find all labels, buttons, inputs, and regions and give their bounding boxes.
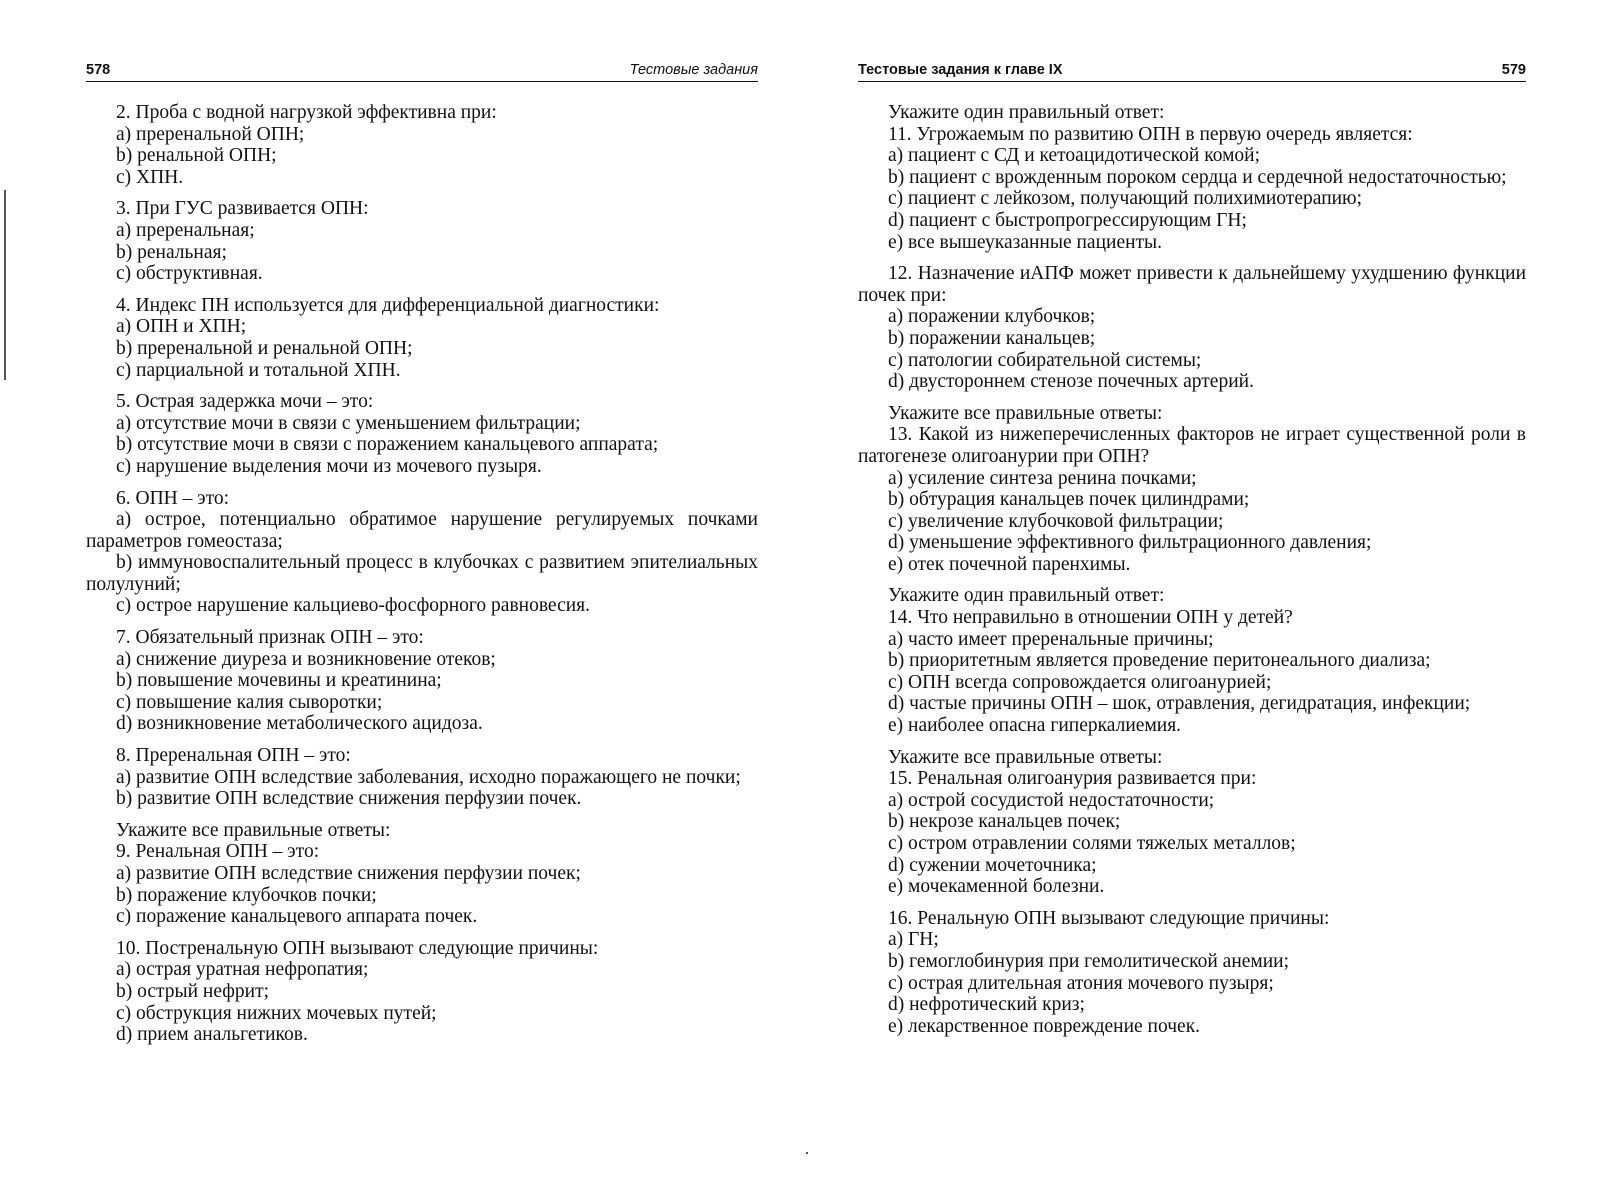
answer-option: e) все вышеуказанные пациенты. [888, 231, 1163, 253]
question-block [86, 938, 758, 1046]
answer-option: c) увеличение клубочковой фильтрации; [888, 510, 1224, 532]
question-text: 13. Какой из нижеперечисленных факторов не играет существенной роли в патогенезе олигоанурии при ОПН? [858, 424, 1526, 467]
question-text: 15. Ренальная олигоанурия развивается при: [888, 768, 1257, 790]
page-number: 579 [1501, 62, 1526, 78]
question-block [86, 102, 758, 188]
question-text: 7. Обязательный признак ОПН – это: [116, 627, 424, 649]
answer-option: d) пациент с быстропрогрессирующим ГН; [888, 209, 1247, 231]
answer-option: b) преренальной и ренальной ОПН; [116, 337, 413, 359]
answer-option: b) острый нефрит; [116, 980, 270, 1002]
question-block [86, 391, 758, 477]
answer-option: a) преренальной ОПН; [116, 123, 305, 145]
answer-option: d) двустороннем стенозе почечных артерий. [888, 371, 1254, 393]
answer-instruction: Укажите все правильные ответы: [888, 746, 1163, 768]
answer-option: d) сужении мочеточника; [888, 854, 1097, 876]
question-text: 5. Острая задержка мочи – это: [116, 391, 374, 413]
answer-option: a) ОПН и ХПН; [116, 316, 247, 338]
answer-option: d) прием анальгетиков. [116, 1024, 308, 1046]
answer-option: b) отсутствие мочи в связи с поражением канальцевого аппарата; [116, 434, 659, 456]
answer-option: a) ГН; [888, 929, 939, 951]
question-block [858, 585, 1526, 736]
question-text: 16. Ренальную ОПН вызывают следующие причины: [888, 907, 1330, 929]
answer-option: e) наиболее опасна гиперкалиемия. [888, 715, 1182, 737]
answer-option: c) остром отравлении солями тяжелых металлов; [888, 833, 1296, 854]
answer-option: c) повышение калия сыворотки; [116, 691, 383, 713]
running-head [858, 62, 1526, 82]
answer-instruction: Укажите один правильный ответ: [888, 102, 1165, 123]
answer-option: c) острая длительная атония мочевого пузыря; [888, 972, 1274, 994]
answer-option: b) поражении канальцев; [888, 327, 1096, 349]
running-title: Тестовые задания [629, 62, 758, 78]
answer-option: c) ОПН всегда сопровождается олигоанурией; [888, 671, 1272, 693]
question-block [86, 198, 758, 284]
question-text: 8. Преренальная ОПН – это: [116, 745, 351, 767]
answer-option: c) нарушение выделения мочи из мочевого пузыря. [116, 455, 542, 477]
running-title: Тестовые задания к главе IX [858, 62, 1063, 78]
answer-option: a) острое, потенциально обратимое нарушение регулируемых почками параметров гомеостаза; [86, 509, 758, 552]
answer-option: b) иммуновоспалительный процесс в клубочках с развитием эпителиальных полулуний; [86, 552, 758, 595]
answer-option: a) острая уратная нефропатия; [116, 959, 369, 981]
answer-option: e) отек почечной паренхимы. [888, 553, 1131, 575]
answer-option: e) лекарственное повреждение почек. [888, 1015, 1201, 1037]
answer-option: a) часто имеет преренальные причины; [888, 628, 1214, 650]
margin-mark [4, 190, 6, 380]
answer-option: a) пациент с СД и кетоацидотической комой; [888, 145, 1261, 167]
question-text: 2. Проба с водной нагрузкой эффективна при: [116, 102, 497, 123]
question-text: 11. Угрожаемым по развитию ОПН в первую очередь является: [888, 123, 1413, 145]
page-body [858, 102, 1526, 1037]
answer-option: a) преренальная; [116, 219, 255, 241]
answer-option: b) гемоглобинурия при гемолитической анемии; [888, 950, 1290, 972]
question-block [858, 747, 1526, 898]
question-block [86, 745, 758, 810]
page-number: 578 [86, 62, 111, 78]
question-block [858, 908, 1526, 1038]
question-block [858, 403, 1526, 576]
answer-option: b) повышение мочевины и креатинина; [116, 670, 442, 692]
question-text: 14. Что неправильно в отношении ОПН у детей? [888, 607, 1293, 629]
answer-option: b) приоритетным является проведение перитонеального диализа; [888, 650, 1431, 672]
answer-option: a) острой сосудистой недостаточности; [888, 789, 1215, 811]
question-text: 9. Ренальная ОПН – это: [116, 841, 320, 863]
answer-option: a) развитие ОПН вследствие заболевания, исходно поражающего не почки; [116, 766, 741, 788]
answer-option: a) усиление синтеза ренина почками; [888, 467, 1197, 489]
running-head [86, 62, 758, 82]
answer-option: b) ренальная; [116, 241, 227, 263]
answer-option: d) уменьшение эффективного фильтрационного давления; [888, 532, 1372, 554]
answer-option: c) парциальной и тотальной ХПН. [116, 359, 401, 381]
question-block [86, 820, 758, 928]
answer-option: e) мочекаменной болезни. [888, 876, 1105, 898]
question-text: 4. Индекс ПН используется для дифференциальной диагностики: [116, 294, 660, 316]
answer-instruction: Укажите все правильные ответы: [888, 402, 1163, 424]
question-block [86, 627, 758, 735]
right-page [858, 62, 1526, 1047]
speck [806, 1152, 808, 1154]
question-text: 3. При ГУС развивается ОПН: [116, 198, 369, 220]
answer-option: c) обструкция нижних мочевых путей; [116, 1002, 437, 1024]
answer-option: b) поражение клубочков почки; [116, 884, 377, 906]
answer-option: b) обтурация канальцев почек цилиндрами; [888, 489, 1250, 511]
question-block [858, 263, 1526, 393]
answer-option: c) поражение канальцевого аппарата почек. [116, 906, 478, 928]
question-block [86, 295, 758, 381]
answer-option: a) поражении клубочков; [888, 306, 1096, 328]
answer-instruction: Укажите один правильный ответ: [888, 585, 1165, 607]
answer-option: a) отсутствие мочи в связи с уменьшением фильтрации; [116, 412, 581, 434]
answer-option: d) возникновение метаболического ацидоза. [116, 713, 483, 735]
answer-option: c) ХПН. [116, 166, 184, 188]
answer-instruction: Укажите все правильные ответы: [116, 819, 391, 841]
question-text: 12. Назначение иАПФ может привести к дальнейшему ухудшению функции почек при: [858, 263, 1526, 306]
left-page [86, 62, 758, 1056]
answer-option: b) развитие ОПН вследствие снижения перфузии почек. [116, 788, 582, 810]
answer-option: b) пациент с врожденным пороком сердца и сердечной недостаточностью; [888, 166, 1507, 188]
question-block [86, 488, 758, 618]
answer-option: c) обструктивная. [116, 263, 263, 285]
answer-option: c) острое нарушение кальциево-фосфорного равновесия. [116, 595, 591, 617]
question-block [858, 102, 1526, 253]
page-body [86, 102, 758, 1046]
question-text: 6. ОПН – это: [116, 487, 230, 509]
answer-option: c) патологии собирательной системы; [888, 349, 1202, 371]
answer-option: b) ренальной ОПН; [116, 145, 277, 167]
question-text: 10. Постренальную ОПН вызывают следующие причины: [116, 937, 599, 959]
answer-option: a) развитие ОПН вследствие снижения перфузии почек; [116, 863, 581, 884]
answer-option: c) пациент с лейкозом, получающий полихимиотерапию; [888, 188, 1363, 210]
answer-option: a) снижение диуреза и возникновение отеков; [116, 648, 496, 670]
answer-option: b) некрозе канальцев почек; [888, 811, 1121, 833]
answer-option: d) частые причины ОПН – шок, отравления, дегидратация, инфекции; [888, 693, 1471, 715]
answer-option: d) нефротический криз; [888, 994, 1085, 1016]
